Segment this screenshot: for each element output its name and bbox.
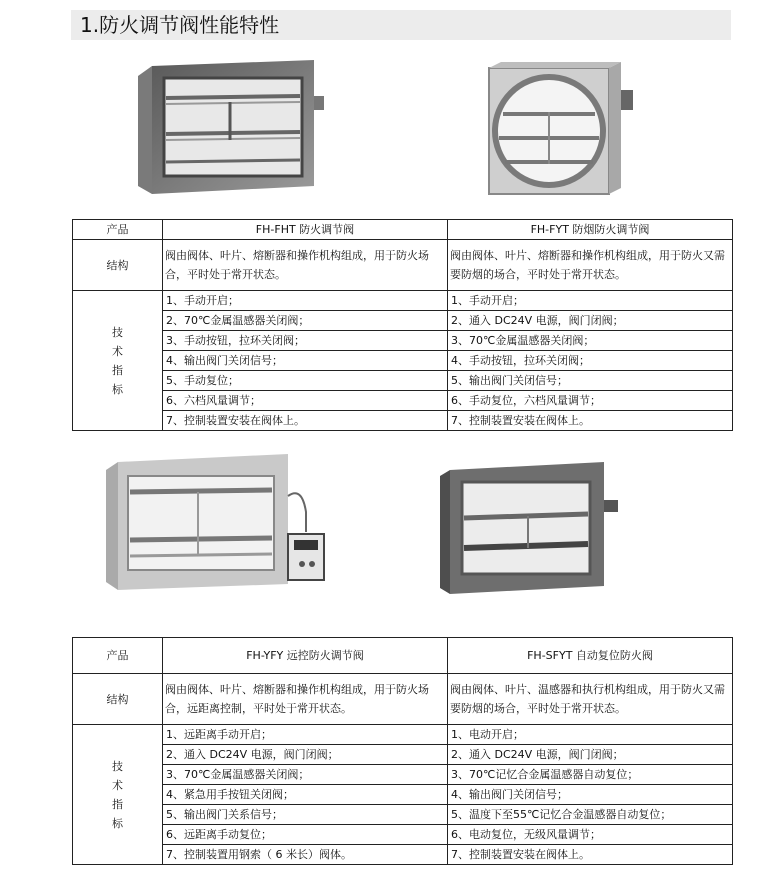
tech-label: 技 术 指 标 <box>73 291 163 431</box>
tech-item: 2、通入 DC24V 电源，阀门闭阀； <box>448 311 733 331</box>
table-row <box>73 674 733 725</box>
table-row <box>73 785 733 805</box>
header-cell: 产品 <box>73 638 163 674</box>
table-row <box>73 725 733 745</box>
product-name: FH-FHT 防火调节阀 <box>163 220 448 240</box>
tech-item: 1、手动开启； <box>448 291 733 311</box>
tech-item: 3、70℃金属温感器关闭阀； <box>448 331 733 351</box>
tech-label: 技 术 指 标 <box>73 725 163 865</box>
tech-item: 6、电动复位，无级风量调节； <box>448 825 733 845</box>
fh-yfy-damper-photo <box>102 452 334 590</box>
tech-item: 2、通入 DC24V 电源，阀门闭阀； <box>163 745 448 765</box>
table-row <box>73 311 733 331</box>
table-row <box>73 291 733 311</box>
section-title: 1.防火调节阀性能特性 <box>80 13 280 37</box>
tech-item: 7、控制装置安装在阀体上。 <box>448 411 733 431</box>
tech-item: 4、输出阀门关闭信号； <box>448 785 733 805</box>
fh-sfyt-damper-photo <box>436 460 628 594</box>
tech-item: 5、温度下至55℃记忆合金温感器自动复位； <box>448 805 733 825</box>
product-name: FH-YFY 远控防火调节阀 <box>163 638 448 674</box>
tech-item: 4、手动按钮，拉环关闭阀； <box>448 351 733 371</box>
tech-item: 7、控制装置安装在阀体上。 <box>163 411 448 431</box>
tech-item: 1、电动开启； <box>448 725 733 745</box>
section-title-bar <box>71 10 731 40</box>
tech-item: 3、手动按钮，拉环关闭阀； <box>163 331 448 351</box>
tech-item: 3、70℃金属温感器关闭阀； <box>163 765 448 785</box>
structure-label: 结构 <box>73 674 163 725</box>
table-row <box>73 745 733 765</box>
structure-cell: 阀由阀体、叶片、熔断器和操作机构组成，用于防火又需要防烟的场合，平时处于常开状态。 <box>448 240 733 291</box>
tech-item: 2、70℃金属温感器关闭阀； <box>163 311 448 331</box>
table-row <box>73 240 733 291</box>
tech-item: 6、远距离手动复位； <box>163 825 448 845</box>
header-cell: 产品 <box>73 220 163 240</box>
product-name: FH-SFYT 自动复位防火阀 <box>448 638 733 674</box>
table-row <box>73 845 733 865</box>
table-row <box>73 391 733 411</box>
fh-fht-damper-photo <box>132 58 332 200</box>
tech-item: 3、70℃记忆合金属温感器自动复位； <box>448 765 733 785</box>
table-row <box>73 351 733 371</box>
structure-label: 结构 <box>73 240 163 291</box>
table-row <box>73 331 733 351</box>
tech-item: 7、控制装置安装在阀体上。 <box>448 845 733 865</box>
table-row <box>73 825 733 845</box>
tech-item: 4、输出阀门关闭信号； <box>163 351 448 371</box>
structure-cell: 阀由阀体、叶片、熔断器和操作机构组成，用于防火场合，平时处于常开状态。 <box>163 240 448 291</box>
table-row <box>73 805 733 825</box>
table-row <box>73 411 733 431</box>
tech-item: 5、手动复位； <box>163 371 448 391</box>
tech-item: 1、手动开启； <box>163 291 448 311</box>
spec-table-2 <box>72 637 733 865</box>
tech-item: 2、通入 DC24V 电源，阀门闭阀； <box>448 745 733 765</box>
product-name: FH-FYT 防烟防火调节阀 <box>448 220 733 240</box>
tech-item: 1、远距离手动开启； <box>163 725 448 745</box>
tech-item: 5、输出阀门关系信号； <box>163 805 448 825</box>
structure-cell: 阀由阀体、叶片、温感器和执行机构组成，用于防火又需要防烟的场合，平时处于常开状态。 <box>448 674 733 725</box>
table-row <box>73 638 733 674</box>
spec-table-1 <box>72 219 733 431</box>
table-row <box>73 220 733 240</box>
tech-item: 5、输出阀门关闭信号； <box>448 371 733 391</box>
structure-cell: 阀由阀体、叶片、熔断器和操作机构组成，用于防火场合，远距离控制，平时处于常开状态。 <box>163 674 448 725</box>
tech-item: 6、手动复位，六档风量调节； <box>448 391 733 411</box>
tech-item: 7、控制装置用钢索（ 6 米长）阀体。 <box>163 845 448 865</box>
tech-item: 6、六档风量调节； <box>163 391 448 411</box>
tech-item: 4、紧急用手按钮关闭阀； <box>163 785 448 805</box>
table-row <box>73 765 733 785</box>
fh-fyt-damper-photo <box>475 62 635 200</box>
table-row <box>73 371 733 391</box>
